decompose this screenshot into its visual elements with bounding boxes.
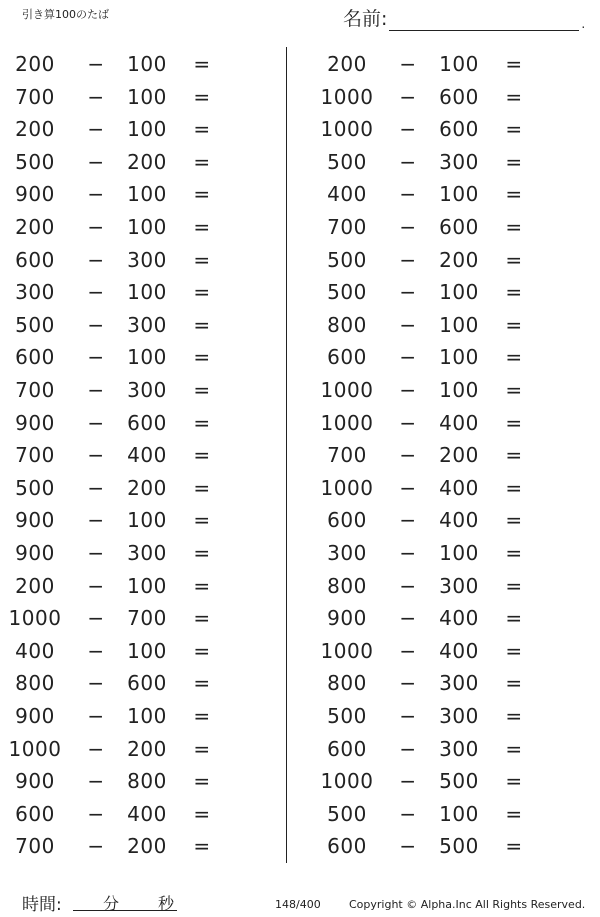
operand-a: 600 [327,834,367,859]
operand-a: 400 [15,638,55,663]
minus-sign: − [399,117,417,142]
minus-sign: − [399,149,417,174]
operand-a: 200 [15,215,55,239]
equals-sign: = [193,606,211,631]
operand-b: 400 [127,801,167,826]
equals-sign: = [193,541,211,565]
operand-a: 700 [15,443,55,468]
operand-a: 800 [327,312,367,337]
minus-sign: − [87,769,105,794]
equals-sign: = [505,573,523,598]
minus-sign: − [87,736,105,761]
minus-sign: − [399,801,417,826]
equals-sign: = [505,606,523,631]
equals-sign: = [505,149,523,174]
operand-b: 300 [439,573,479,598]
operand-a: 1000 [320,117,374,142]
minus-sign: − [87,508,105,533]
minus-sign: − [399,541,417,565]
operand-a: 200 [327,52,367,76]
footer [0,888,600,917]
operand-b: 100 [127,704,167,728]
operand-b: 400 [439,606,479,631]
operand-b: 100 [127,182,167,207]
operand-a: 500 [327,247,367,272]
name-field[interactable] [389,10,579,31]
operand-b: 100 [127,280,167,305]
operand-a: 800 [327,573,367,598]
operand-a: 900 [15,508,55,533]
operand-b: 500 [439,769,479,794]
operand-a: 200 [15,52,55,76]
minus-sign: − [399,769,417,794]
equals-sign: = [193,84,211,109]
minus-sign: − [399,704,417,728]
operand-b: 300 [439,149,479,174]
operand-a: 600 [327,736,367,761]
equals-sign: = [505,52,523,76]
operand-a: 1000 [320,638,374,663]
operand-a: 500 [15,312,55,337]
operand-a: 1000 [320,84,374,109]
operand-a: 700 [15,378,55,402]
operand-a: 600 [327,508,367,533]
operand-b: 200 [439,443,479,468]
equals-sign: = [193,638,211,663]
operand-a: 900 [15,769,55,794]
minus-sign: − [87,52,105,76]
minus-sign: − [399,312,417,337]
operand-a: 700 [327,443,367,468]
operand-b: 300 [439,704,479,728]
operand-b: 200 [127,834,167,859]
minus-sign: − [399,182,417,207]
equals-sign: = [505,638,523,663]
operand-a: 700 [15,84,55,109]
equals-sign: = [505,247,523,272]
operand-b: 200 [127,736,167,761]
operand-b: 800 [127,769,167,794]
minus-sign: − [399,215,417,239]
operand-b: 100 [439,312,479,337]
operand-a: 500 [15,475,55,500]
operand-b: 100 [439,378,479,402]
equals-sign: = [505,834,523,859]
operand-a: 600 [15,801,55,826]
operand-b: 100 [127,84,167,109]
minus-sign: − [87,312,105,337]
minus-sign: − [87,475,105,500]
operand-b: 300 [439,736,479,761]
minus-sign: − [399,606,417,631]
equals-sign: = [505,345,523,370]
name-area [343,4,585,31]
equals-sign: = [193,671,211,696]
operand-a: 500 [327,280,367,305]
equals-sign: = [193,475,211,500]
equals-sign: = [193,280,211,305]
equals-sign: = [505,280,523,305]
operand-b: 700 [127,606,167,631]
operand-a: 400 [327,182,367,207]
operand-b: 300 [127,312,167,337]
column-divider [286,47,287,863]
operand-b: 600 [127,410,167,435]
operand-b: 100 [127,215,167,239]
operand-b: 100 [127,52,167,76]
copyright-text: Copyright © Alpha.Inc All Rights Reserved. [349,898,586,911]
operand-b: 100 [439,280,479,305]
equals-sign: = [505,736,523,761]
minus-sign: − [87,801,105,826]
equals-sign: = [193,215,211,239]
operand-b: 100 [127,638,167,663]
operand-b: 300 [127,247,167,272]
equals-sign: = [193,508,211,533]
minus-sign: − [399,247,417,272]
minus-sign: − [399,84,417,109]
operand-a: 900 [15,704,55,728]
operand-b: 400 [127,443,167,468]
equals-sign: = [193,117,211,142]
minus-sign: − [87,606,105,631]
operand-a: 500 [327,801,367,826]
operand-b: 400 [439,508,479,533]
operand-a: 600 [327,345,367,370]
operand-b: 200 [439,247,479,272]
equals-sign: = [505,443,523,468]
equals-sign: = [505,541,523,565]
operand-a: 1000 [320,769,374,794]
minus-sign: − [399,736,417,761]
operand-a: 200 [15,573,55,598]
operand-a: 800 [327,671,367,696]
seconds-label: 秒 [158,894,175,913]
equals-sign: = [193,378,211,402]
minus-sign: − [87,443,105,468]
equals-sign: = [193,247,211,272]
minus-sign: − [399,410,417,435]
minus-sign: − [87,149,105,174]
equals-sign: = [193,443,211,468]
operand-a: 900 [327,606,367,631]
operand-a: 1000 [320,475,374,500]
equals-sign: = [193,410,211,435]
operand-b: 100 [127,345,167,370]
operand-b: 100 [439,182,479,207]
minus-sign: − [87,834,105,859]
operand-b: 100 [439,801,479,826]
minus-sign: − [87,280,105,305]
operand-b: 600 [439,117,479,142]
equals-sign: = [505,704,523,728]
operand-b: 100 [439,541,479,565]
operand-a: 700 [327,215,367,239]
operand-a: 300 [327,541,367,565]
equals-sign: = [193,52,211,76]
equals-sign: = [505,671,523,696]
operand-b: 400 [439,475,479,500]
operand-b: 300 [127,541,167,565]
minus-sign: − [399,638,417,663]
equals-sign: = [505,410,523,435]
page-number: 148/400 [275,898,321,911]
operand-b: 400 [439,410,479,435]
operand-b: 400 [439,638,479,663]
minus-sign: − [399,345,417,370]
operand-a: 1000 [8,736,62,761]
operand-a: 200 [15,117,55,142]
equals-sign: = [505,801,523,826]
operand-b: 100 [127,573,167,598]
minus-sign: − [399,52,417,76]
equals-sign: = [193,149,211,174]
minus-sign: − [399,378,417,402]
operand-a: 1000 [320,378,374,402]
equals-sign: = [505,378,523,402]
operand-a: 300 [15,280,55,305]
operand-a: 500 [327,149,367,174]
minus-sign: − [87,671,105,696]
time-label: 時間: [22,895,62,915]
operand-a: 500 [327,704,367,728]
minus-sign: − [399,834,417,859]
equals-sign: = [505,84,523,109]
minus-sign: − [399,280,417,305]
operand-a: 1000 [320,410,374,435]
equals-sign: = [193,834,211,859]
equals-sign: = [193,801,211,826]
minus-sign: − [399,671,417,696]
minus-sign: − [87,638,105,663]
name-label: 名前: [343,8,388,30]
equals-sign: = [505,769,523,794]
operand-a: 1000 [8,606,62,631]
minus-sign: − [87,410,105,435]
equals-sign: = [505,215,523,239]
operand-b: 100 [439,52,479,76]
operand-a: 600 [15,345,55,370]
operand-a: 900 [15,182,55,207]
equals-sign: = [505,508,523,533]
operand-a: 500 [15,149,55,174]
equals-sign: = [193,573,211,598]
operand-a: 800 [15,671,55,696]
operand-b: 300 [439,671,479,696]
equals-sign: = [505,312,523,337]
operand-b: 500 [439,834,479,859]
minus-sign: − [87,541,105,565]
minus-sign: − [87,378,105,402]
minus-sign: − [87,247,105,272]
operand-b: 200 [127,149,167,174]
worksheet-title: 引き算100のたば [22,8,109,21]
operand-a: 900 [15,410,55,435]
operand-b: 600 [439,84,479,109]
operand-b: 600 [439,215,479,239]
minus-sign: − [87,573,105,598]
name-end-dot: . [581,17,586,31]
operand-a: 700 [15,834,55,859]
minus-sign: − [399,508,417,533]
equals-sign: = [193,704,211,728]
equals-sign: = [193,312,211,337]
equals-sign: = [505,182,523,207]
minus-sign: − [87,704,105,728]
minus-sign: − [399,443,417,468]
equals-sign: = [505,117,523,142]
equals-sign: = [193,736,211,761]
operand-b: 300 [127,378,167,402]
minutes-label: 分 [103,894,120,913]
minus-sign: − [399,573,417,598]
minus-sign: − [87,182,105,207]
operand-b: 200 [127,475,167,500]
minus-sign: − [87,215,105,239]
operand-b: 100 [127,508,167,533]
equals-sign: = [193,345,211,370]
equals-sign: = [193,769,211,794]
operand-b: 600 [127,671,167,696]
minus-sign: − [87,117,105,142]
minus-sign: − [399,475,417,500]
operand-b: 100 [127,117,167,142]
operand-b: 100 [439,345,479,370]
equals-sign: = [505,475,523,500]
equals-sign: = [193,182,211,207]
minus-sign: − [87,84,105,109]
operand-a: 900 [15,541,55,565]
operand-a: 600 [15,247,55,272]
minus-sign: − [87,345,105,370]
